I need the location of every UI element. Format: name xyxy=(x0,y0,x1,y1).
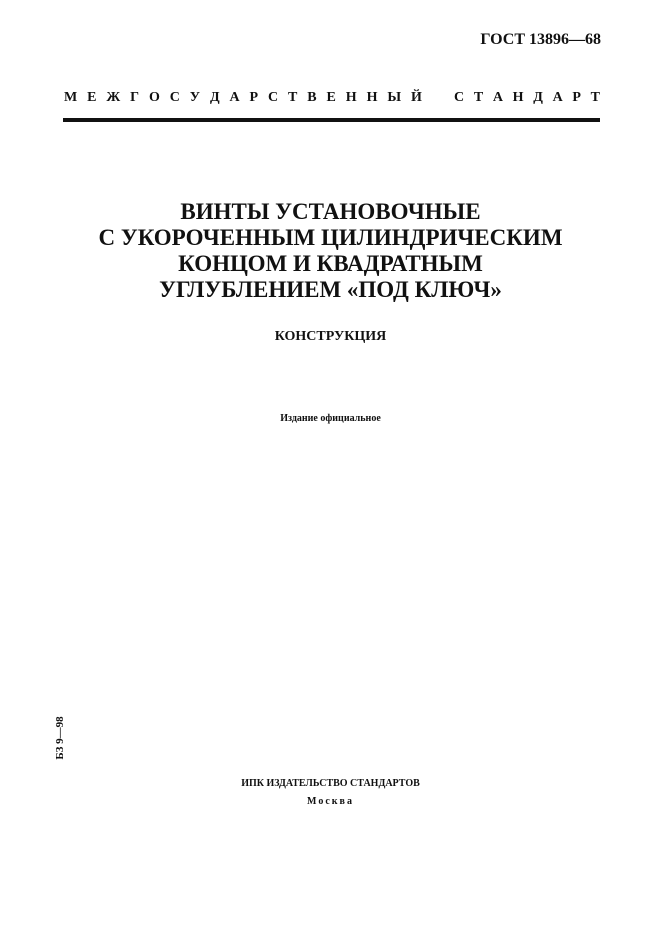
document-subtitle: КОНСТРУКЦИЯ xyxy=(274,329,387,344)
edition-note: Издание официальное xyxy=(280,413,381,424)
side-code: БЗ 9—98 xyxy=(54,716,66,760)
title-line-3: КОНЦОМ И КВАДРАТНЫМ xyxy=(178,251,483,276)
title-line-4: УГЛУБЛЕНИЕМ «ПОД КЛЮЧ» xyxy=(159,277,502,302)
standard-type-word-2: С Т А Н Д А Р Т xyxy=(454,90,600,105)
header-rule xyxy=(63,118,600,122)
standard-type-heading xyxy=(64,90,600,106)
publisher-city: Москва xyxy=(307,796,354,807)
document-title xyxy=(0,199,661,303)
publisher-name: ИПК ИЗДАТЕЛЬСТВО СТАНДАРТОВ xyxy=(241,778,420,789)
title-line-2: С УКОРОЧЕННЫМ ЦИЛИНДРИЧЕСКИМ xyxy=(98,225,563,250)
title-line-1: ВИНТЫ УСТАНОВОЧНЫЕ xyxy=(180,199,481,224)
standard-type-word-1: М Е Ж Г О С У Д А Р С Т В Е Н Н Ы Й xyxy=(64,90,422,105)
standard-number: ГОСТ 13896—68 xyxy=(480,31,601,48)
